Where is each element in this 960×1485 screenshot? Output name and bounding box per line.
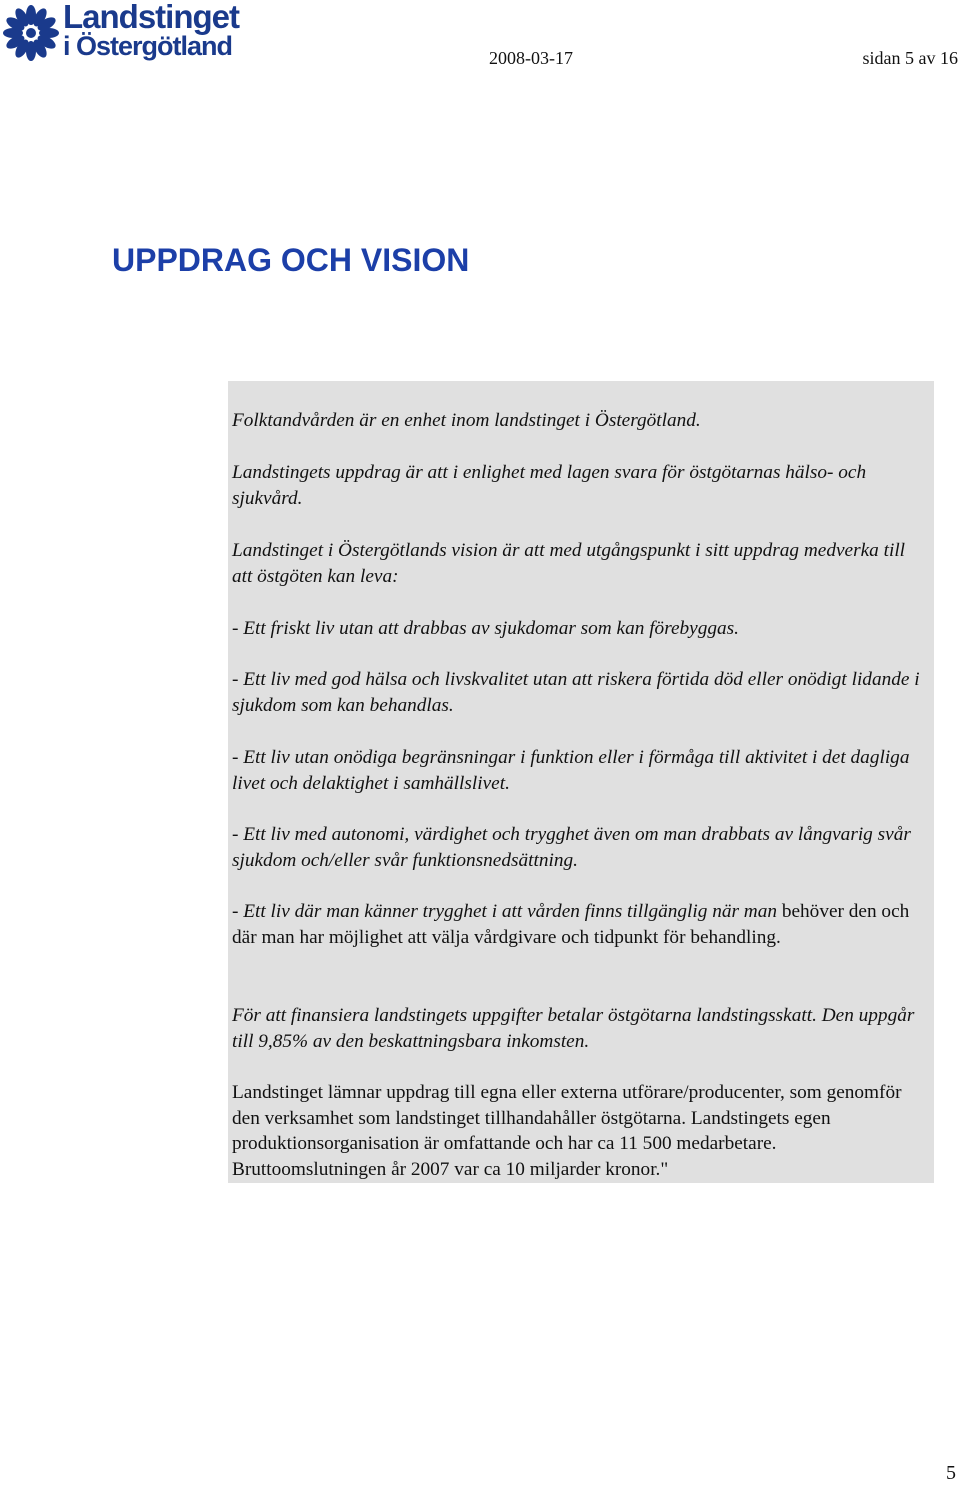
paragraph-3: Landstinget i Östergötlands vision är att med utgångspunkt i sitt uppdrag medverka till att östgöten kan leva: <box>232 540 906 587</box>
paragraph-8-italic: - Ett liv där man känner trygghet i att vården finns tillgänglig när man <box>232 901 778 922</box>
logo-text-line1: Landstinget <box>63 0 239 35</box>
logo-text-line2: i Östergötland <box>63 31 233 61</box>
landstinget-logo <box>0 0 250 70</box>
paragraph-1: Folktandvården är en enhet inom landstinget i Östergötland. <box>232 410 701 431</box>
paragraph-8-regular: behöver den och där man har möjlighet att välja vårdgivare och tidpunkt för behandling. <box>232 901 910 948</box>
page-title: UPPDRAG OCH VISION <box>112 242 470 278</box>
paragraph-5: - Ett liv med god hälsa och livskvalitet utan att riskera förtida död eller onödigt lidande i sjukdom som kan behandlas. <box>232 669 920 716</box>
paragraph-2: Landstingets uppdrag är att i enlighet med lagen svara för östgötarnas hälso- och sjukvård. <box>232 462 867 509</box>
paragraph-4: - Ett friskt liv utan att drabbas av sjukdomar som kan förebyggas. <box>232 618 739 639</box>
paragraph-6: - Ett liv utan onödiga begränsningar i funktion eller i förmåga till aktivitet i det dagliga livet och delaktighet i samhällslivet. <box>232 747 910 794</box>
paragraph-8 <box>232 899 922 950</box>
header-page-label: sidan 5 av 16 <box>862 48 958 68</box>
paragraph-10: Landstinget lämnar uppdrag till egna eller externa utförare/producenter, som genomför den verksamhet som landstinget tillhandahåller östgötarna. Landstingets egen produktionsorganisation är omfattande och har ca 11 500 medarbetare. Bruttoomslutningen år 2007 var ca 10 miljarder kronor." <box>232 1082 902 1180</box>
footer-page-number: 5 <box>946 1462 956 1484</box>
flower-emblem-icon <box>2 4 60 62</box>
header-date: 2008-03-17 <box>489 48 573 68</box>
paragraph-9: För att finansiera landstingets uppgifter betalar östgötarna landstingsskatt. Den uppgår till 9,85% av den beskattningsbara inkomsten. <box>232 1005 915 1052</box>
paragraph-7: - Ett liv med autonomi, värdighet och trygghet även om man drabbats av långvarig svår sjukdom och/eller svår funktionsnedsättning. <box>232 824 911 871</box>
